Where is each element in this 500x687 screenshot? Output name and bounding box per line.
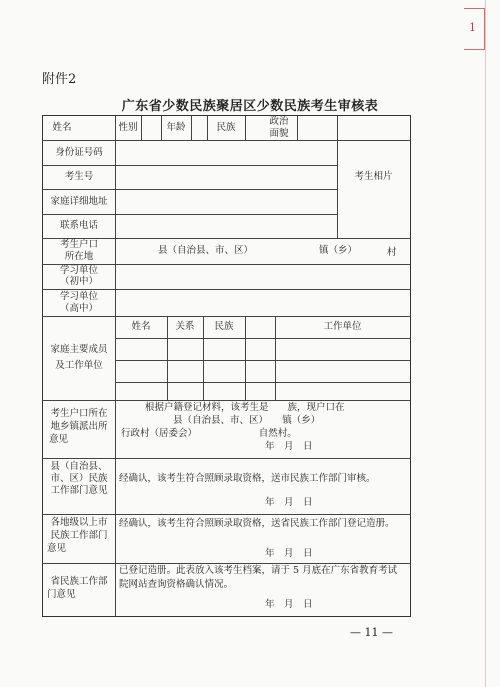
city-label-2: 民族工作部门 <box>50 530 108 541</box>
hukou-label-2: 所在地 <box>64 251 94 262</box>
name-label: 姓名 <box>52 122 72 133</box>
political-label-2: 面貌 <box>269 128 289 139</box>
hukou-label-1: 考生户口 <box>59 239 98 250</box>
political-label-1: 政治 <box>269 116 289 127</box>
police-label-3: 意见 <box>49 434 69 445</box>
family-label-2: 及工作单位 <box>55 360 103 371</box>
province-label-2: 门意见 <box>47 589 76 600</box>
county-label-2: 市、区）民族 <box>50 473 108 484</box>
city-label-3: 意见 <box>47 543 67 554</box>
province-label-1: 省民族工作部 <box>50 576 108 587</box>
province-date: 年 月 日 <box>265 599 313 610</box>
police-date: 年 月 日 <box>265 441 313 452</box>
family-label-1: 家庭主要成员 <box>50 344 108 355</box>
county-label-3: 工作部门意见 <box>50 485 108 496</box>
police-line-3: 行政村（居委会） 自然村。 <box>121 428 297 439</box>
age-label: 年龄 <box>166 122 186 133</box>
city-text: 经确认，该考生符合照顾录取资格，送省民族工作部门登记造册。 <box>119 518 395 529</box>
family-col-name: 姓名 <box>131 321 151 332</box>
ethnicity-label: 民族 <box>216 122 236 133</box>
police-label-1: 考生户口所在 <box>50 408 108 419</box>
senior-school-label-2: （高中） <box>59 303 98 314</box>
province-line-2: 院网站查询资格确认情况。 <box>119 579 234 590</box>
city-date: 年 月 日 <box>265 548 313 559</box>
review-form-table <box>42 115 411 617</box>
hukou-town: 镇（乡） <box>319 245 358 256</box>
photo-label: 考生相片 <box>354 171 393 182</box>
attachment-label: 附件2 <box>42 72 77 87</box>
family-col-relation: 关系 <box>175 321 195 332</box>
county-label-1: 县（自治县、 <box>50 461 108 472</box>
police-line-1: 根据户籍登记材料，该考生是 族，现户口在 <box>145 402 345 413</box>
hukou-village: 村 <box>387 247 397 258</box>
county-text: 经确认，该考生符合照顾录取资格，送市民族工作部门审核。 <box>119 473 376 484</box>
page-number: — 11 — <box>350 626 393 639</box>
junior-school-label-1: 学习单位 <box>59 265 98 276</box>
county-date: 年 月 日 <box>265 497 313 508</box>
exam-number-label: 考生号 <box>64 171 94 182</box>
province-line-1: 已登记造册。此表放入该考生档案，请于 5 月底在广东省教育考试 <box>119 565 398 576</box>
phone-label: 联系电话 <box>59 220 98 231</box>
police-line-2: 县（自治县、市、区） 镇（乡） <box>173 415 321 426</box>
id-number-label: 身份证号码 <box>55 147 103 158</box>
margin-stamp: 1 <box>464 8 485 50</box>
address-label: 家庭详细地址 <box>50 196 108 207</box>
family-col-ethnicity: 民族 <box>214 321 234 332</box>
hukou-county: 县（自治县、市、区） <box>158 245 254 256</box>
senior-school-label-1: 学习单位 <box>59 291 98 302</box>
city-label-1: 各地级以上市 <box>50 517 108 528</box>
gender-label: 性别 <box>118 122 138 133</box>
police-label-2: 地乡镇派出所 <box>50 421 108 432</box>
junior-school-label-2: （初中） <box>59 276 98 287</box>
form-title: 广东省少数民族聚居区少数民族考生审核表 <box>121 99 379 114</box>
family-col-work: 工作单位 <box>323 321 362 332</box>
